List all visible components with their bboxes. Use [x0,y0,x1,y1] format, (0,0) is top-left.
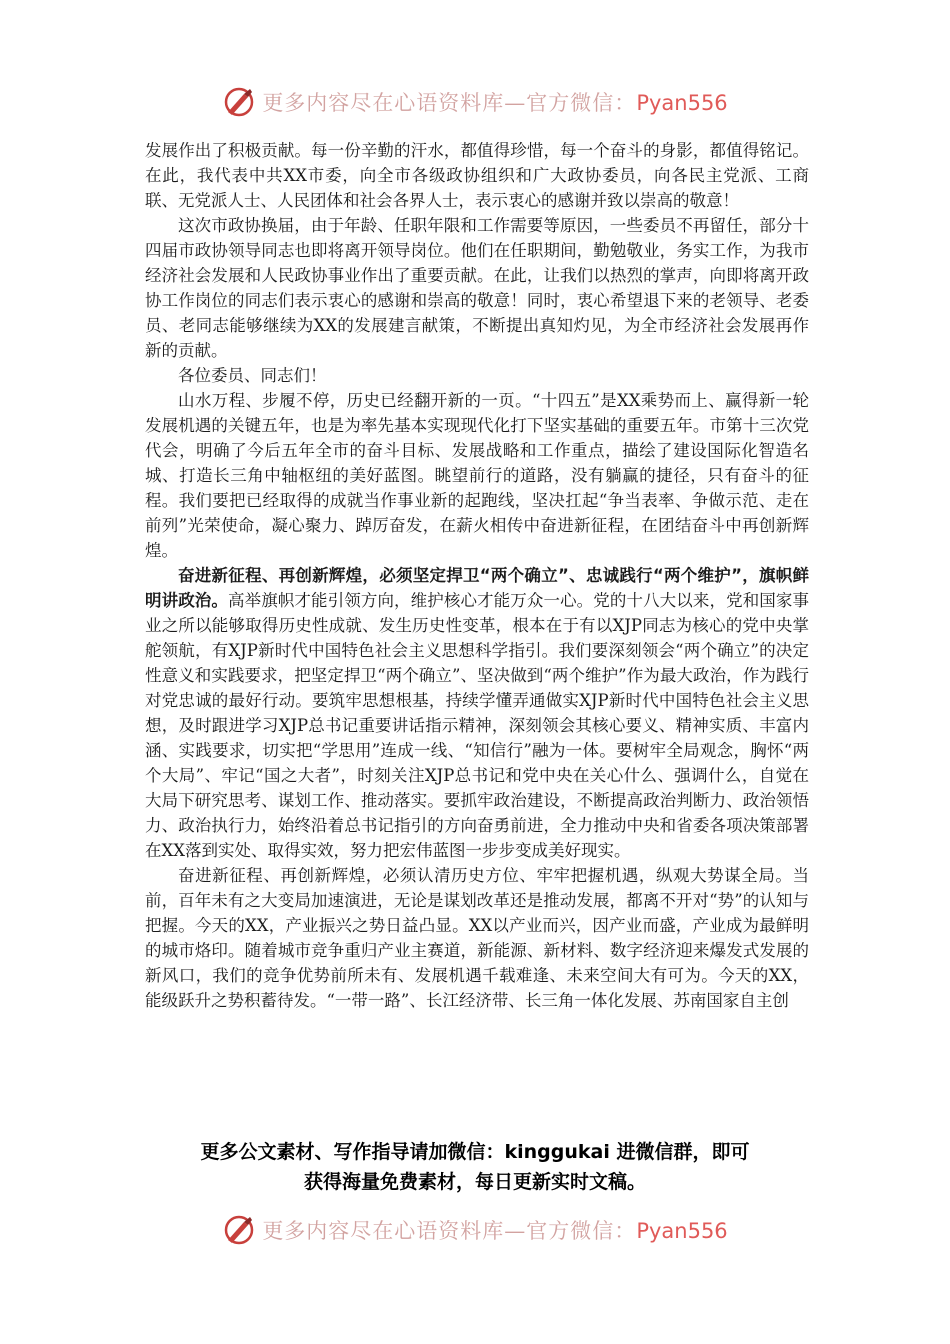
paragraph: 发展作出了积极贡献。每一份辛勤的汗水，都值得珍惜，每一个奋斗的身影，都值得铭记。在此，我代表中共XX市委，向全市各级政协组织和广大政协委员，向各民主党派、工商联、无党派人士、人民团体和社会各界人士，表示衷心的感谢并致以崇高的敬意！ [145,141,809,210]
promo-line-2: 获得海量免费素材，每日更新实时文稿。 [303,1171,646,1193]
paragraph-text: 高举旗帜才能引领方向，维护核心才能万众一心。党的十八大以来，党和国家事业之所以能够取得历史性成就、发生历史性变革，根本在于有以XJP同志为核心的党中央掌舵领航，有XJP新时代中国特色社会主义思想科学指引。我们要深刻领会“两个确立”的决定性意义和实践要求，把坚定捍卫“两个确立”、坚决做到“两个维护”作为最大政治，作为践行对党忠诚的最好行动。要筑牢思想根基，持续学懂弄通做实XJP新时代中国特色社会主义思想，及时跟进学习XJP总书记重要讲话指示精神，深刻领会其核心要义、精神实质、丰富内涵、实践要求，切实把“学思用”连成一线、“知信行”融为一体。要树牢全局观念，胸怀“两个大局”、牢记“国之大者”，时刻关注XJP总书记和党中央在关心什么、强调什么，自觉在大局下研究思考、谋划工作、推动落实。要抓牢政治建设，不断提高政治判断力、政治领悟力、政治执行力，始终沿着总书记指引的方向奋勇前进，全力推动中央和省委各项决策部署在XX落到实处、取得实效，努力把宏伟蓝图一步步变成美好现实。 [145,591,810,860]
banner-text: 更多内容尽在心语资料库—官方微信：Pyan556 [262,1219,728,1243]
paragraph: 奋进新征程、再创新辉煌，必须认清历史方位、牢牢把握机遇，纵观大势谋全局。当前，百年未有之大变局加速演进，无论是谋划改革还是推动发展，都离不开对“势”的认知与把握。今天的XX，产业振兴之势日益凸显。XX以产业而兴，因产业而盛，产业成为最鲜明的城市烙印。随着城市竞争重归产业主赛道，新能源、新材料、数字经济迎来爆发式发展的新风口，我们的竞争优势前所未有、发展机遇千载难逢、未来空间大有可为。今天的XX，能级跃升之势积蓄待发。“一带一路”、长江经济带、长三角一体化发展、苏南国家自主创 [145,866,809,1010]
paragraph: 山水万程、步履不停，历史已经翻开新的一页。“十四五”是XX乘势而上、赢得新一轮发展机遇的关键五年，也是为率先基本实现现代化打下坚实基础的重要五年。市第十三次党代会，明确了今后五年全市的奋斗目标、发展战略和工作重点，描绘了建设国际化智造名城、打造长三角中轴枢纽的美好蓝图。眺望前行的道路，没有躺赢的捷径，只有奋斗的征程。我们要把已经取得的成就当作事业新的起跑线，坚决扛起“争当表率、争做示范、走在前列”光荣使命，凝心聚力、踔厉奋发，在薪火相传中奋进新征程，在团结奋斗中再创新辉煌。 [145,391,809,560]
wechat-id: Pyan556 [636,1219,728,1243]
header-banner [0,80,950,124]
pen-logo-icon [222,85,256,119]
footer-banner [0,1208,950,1252]
wechat-id: Pyan556 [636,91,728,115]
promo-line-1: 更多公文素材、写作指导请加微信：kinggukai 进微信群，即可 [200,1141,750,1163]
pen-logo-icon [222,1213,256,1247]
banner-text: 更多内容尽在心语资料库—官方微信：Pyan556 [262,91,728,115]
paragraph: 各位委员、同志们！ [178,366,327,385]
paragraph [145,563,809,863]
paragraph-heading: 奋进新征程、再创新辉煌，必须坚定捍卫“两个确立”、忠诚践行“两个维护”，旗帜鲜明讲政治。 [145,566,809,610]
promo-notice [110,1137,840,1197]
paragraph: 这次市政协换届，由于年龄、任职年限和工作需要等原因，一些委员不再留任，部分十四届市政协领导同志也即将离开领导岗位。他们在任职期间，勤勉敬业，务实工作，为我市经济社会发展和人民政协事业作出了重要贡献。在此，让我们以热烈的掌声，向即将离开政协工作岗位的同志们表示衷心的感谢和崇高的敬意！同时，衷心希望退下来的老领导、老委员、老同志能够继续为XX的发展建言献策，不断提出真知灼见，为全市经济社会发展再作新的贡献。 [145,216,809,360]
document-body [145,138,809,1013]
